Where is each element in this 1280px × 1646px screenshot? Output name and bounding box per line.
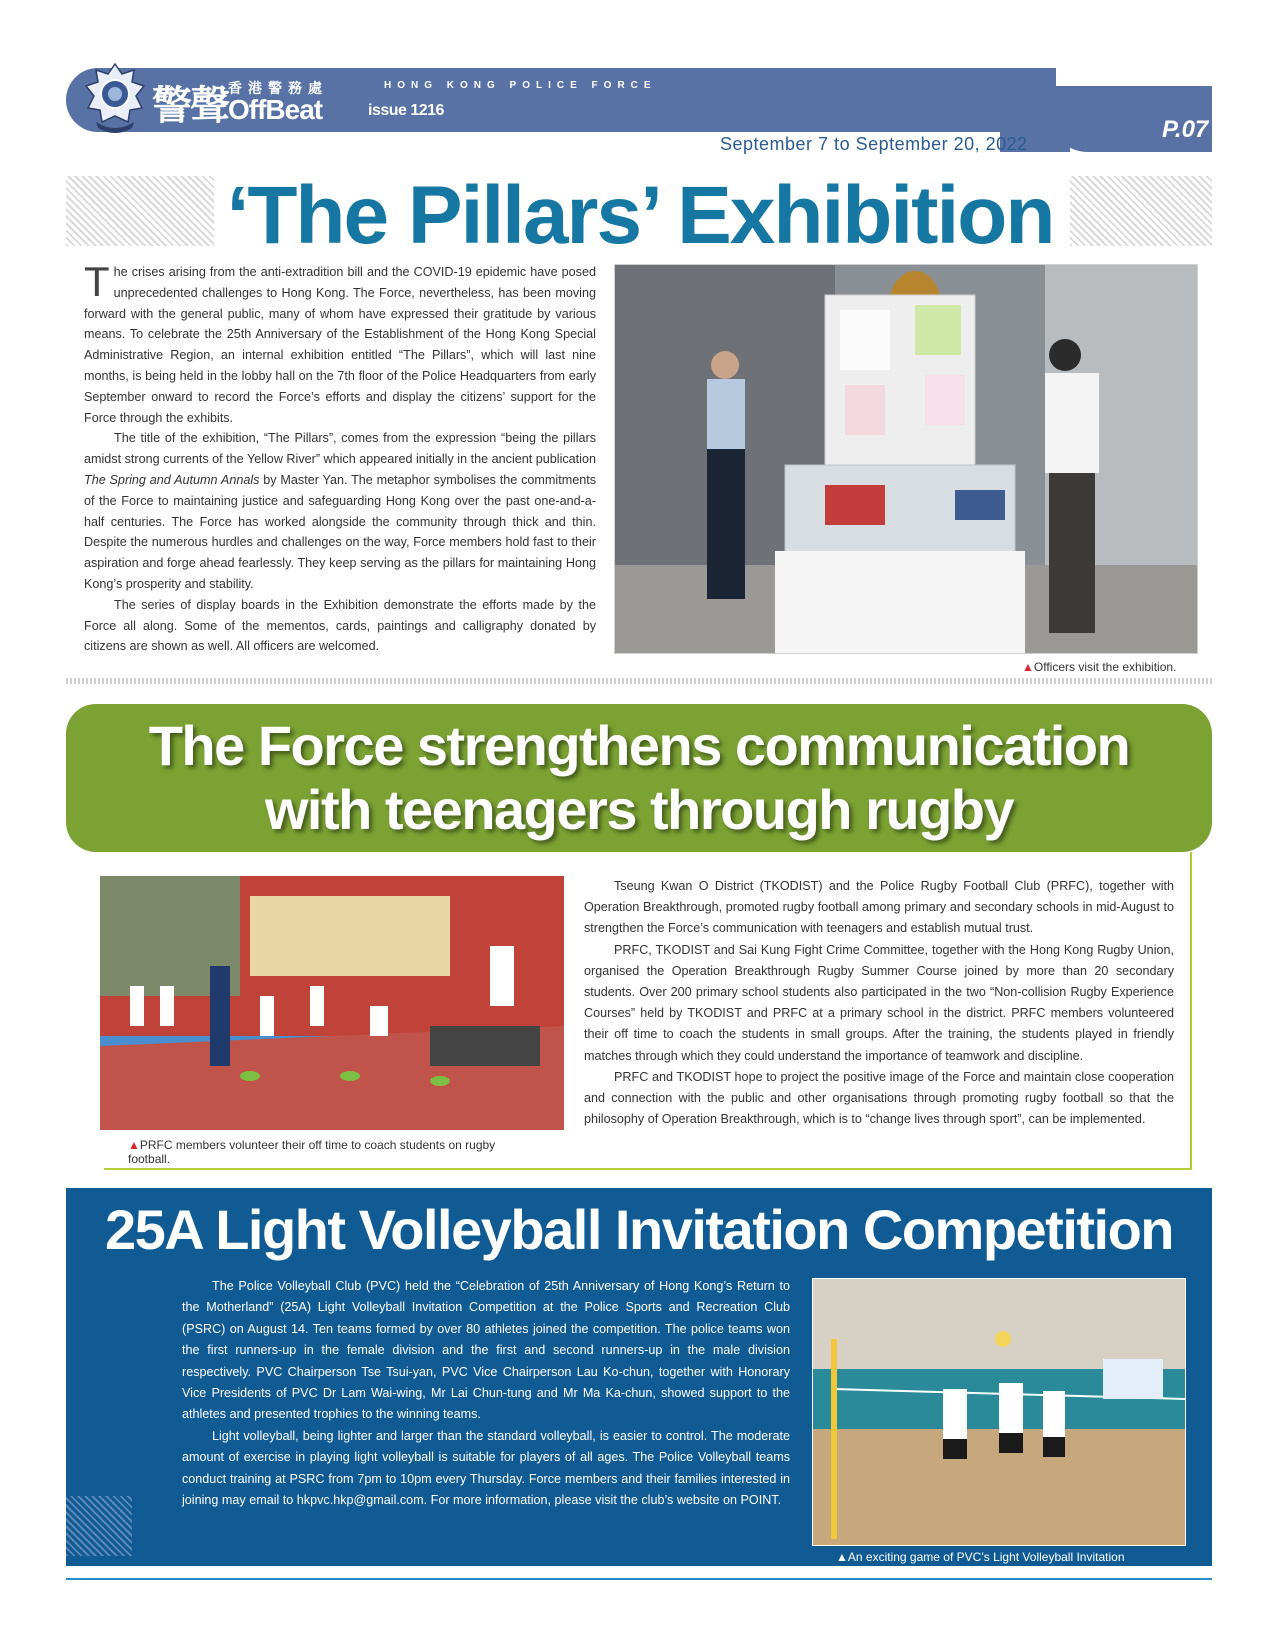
caption-triangle-icon: ▲ bbox=[836, 1550, 848, 1564]
volleyball-photo-caption bbox=[836, 1550, 1178, 1578]
volleyball-article bbox=[182, 1276, 790, 1511]
corner-hatch bbox=[66, 1496, 132, 1556]
rugby-headline bbox=[66, 714, 1212, 842]
exhibition-paragraph-3: The series of display boards in the Exhibition demonstrate the efforts made by the Force all along. Some of the mementos, cards, paintings and calligraphy donated by citizens are shown as well. All officers are welcomed. bbox=[84, 597, 596, 654]
rugby-headline-line-2: with teenagers through rugby bbox=[264, 778, 1014, 841]
organisation-name: HONG KONG POLICE FORCE bbox=[384, 80, 657, 91]
caption-triangle-icon: ▲ bbox=[1022, 660, 1034, 674]
exhibition-photo-caption bbox=[1022, 660, 1176, 674]
exhibition-paragraph-2: The title of the exhibition, “The Pillars”, comes from the expression “being the pillars amidst strong currents of the Yellow River” which appeared initially in the ancient publication The Spring and Autumn Annals by Master Yan. The metaphor symbolises the commitments of the Force to maintaining justice and safeguarding Hong Kong over the past one-and-a-half centuries. The Force has worked alongside the community through thick and thin. Despite the numerous hurdles and challenges on the way, Force members hold fast to their aspiration and forge ahead fearlessly. They keep serving as the pillars for maintaining Hong Kong’s prosperity and stability. bbox=[84, 431, 596, 591]
volleyball-paragraph-2: Light volleyball, being lighter and larger than the standard volleyball, is easier to control. The moderate amount of exercise in playing light volleyball is suitable for players of all ages. The Police Volleyball teams conduct training at PSRC from 7pm to 10pm every Thursday. Force members and their families interested in joining may email to hkpvc.hkp@gmail.com. For more information, please visit the club’s website on POINT. bbox=[182, 1428, 790, 1508]
brand-chinese-subtitle: 香港警務處 bbox=[228, 81, 328, 97]
brand-name: OffBeat bbox=[228, 94, 323, 125]
exhibition-paragraph-1-text: he crises arising from the anti-extradition bill and the COVID-19 epidemic have posed unprecedented challenges to Hong Kong. The Force, nevertheless, has been moving forward with the general public, many of whom have expressed their gratitude by various means. To celebrate the 25th Anniversary of the Establishment of the Hong Kong Special Administrative Region, an internal exhibition entitled “The Pillars”, which will last nine months, is being held in the lobby hall on the 7th floor of the Police Headquarters from early September onward to record the Force’s efforts and display the citizens’ support for the Force through the exhibits. bbox=[84, 265, 596, 425]
exhibition-headline: ‘The Pillars’ Exhibition bbox=[226, 170, 1054, 261]
volleyball-photo bbox=[812, 1278, 1186, 1546]
caption-triangle-icon: ▲ bbox=[128, 1138, 140, 1152]
exhibition-article bbox=[84, 258, 596, 657]
exhibition-paragraph-1 bbox=[84, 258, 596, 428]
issue-number: issue 1216 bbox=[368, 102, 444, 119]
rugby-photo-caption bbox=[128, 1138, 508, 1166]
exhibition-caption-text: Officers visit the exhibition. bbox=[1033, 660, 1177, 674]
bottom-rule bbox=[66, 1578, 1212, 1580]
publication-title: The Spring and Autumn Annals bbox=[84, 472, 260, 487]
rugby-headline-line-1: The Force strengthens communication bbox=[148, 714, 1130, 777]
brand-chinese-title: 警聲 bbox=[152, 83, 228, 129]
rugby-article bbox=[584, 876, 1174, 1130]
section-divider bbox=[66, 678, 1212, 684]
page-number: P.07 bbox=[1162, 116, 1209, 143]
rugby-caption-text: PRFC members volunteer their off time to coach students on rugby football. bbox=[128, 1138, 496, 1166]
rugby-paragraph-1: Tseung Kwan O District (TKODIST) and the Police Rugby Football Club (PRFC), together with Operation Breakthrough, promoted rugby football among primary and secondary schools in mid-August to strengthen the Force’s communication with teenagers and establish mutual trust. bbox=[584, 879, 1174, 936]
rugby-paragraph-3: PRFC and TKODIST hope to project the positive image of the Force and maintain close cooperation and connection with the public and other organisations through promoting rugby football so that the philosophy of Operation Breakthrough, which is to “change lives through sport”, can be implemented. bbox=[584, 1069, 1174, 1127]
exhibition-photo bbox=[614, 264, 1198, 654]
rugby-photo bbox=[100, 876, 564, 1130]
police-crest-icon bbox=[82, 62, 148, 136]
volleyball-headline: 25A Light Volleyball Invitation Competition bbox=[105, 1198, 1173, 1261]
issue-date-range: September 7 to September 20, 2022 bbox=[720, 134, 1028, 154]
volleyball-caption-text: An exciting game of PVC’s Light Volleyball Invitation Competition. bbox=[836, 1550, 1125, 1578]
volleyball-paragraph-1: The Police Volleyball Club (PVC) held the “Celebration of 25th Anniversary of Hong Kong’s Return to the Motherland” (25A) Light Volleyball Invitation Competition at the Police Sports and Recreation Club (PSRC) on August 14. Ten teams formed by over 80 athletes joined the competition. The police teams won the first runners-up in the female division and the first and second runners-up in the male division respectively. PVC Chairperson Tse Tsui-yan, PVC Vice Chairperson Lau Ko-chun, together with Honorary Vice Presidents of PVC Dr Lam Wai-wing, Mr Lai Chun-tung and Mr Ma Ka-chun, showed support to the athletes and presented trophies to the winning teams. bbox=[182, 1279, 790, 1422]
drop-cap: T bbox=[84, 258, 110, 305]
rugby-paragraph-2: PRFC, TKODIST and Sai Kung Fight Crime Committee, together with the Hong Kong Rugby Union, organised the Operation Breakthrough Rugby Summer Course joined by more than 20 secondary students. Over 200 primary school students also participated in the two “Non-collision Rugby Experience Courses” held by TKODIST and PRFC at a primary school in the district. PRFC members volunteered their off time to coach the students in small groups. After the training, the students played in friendly matches through which they could understand the importance of teamwork and discipline. bbox=[584, 942, 1174, 1063]
